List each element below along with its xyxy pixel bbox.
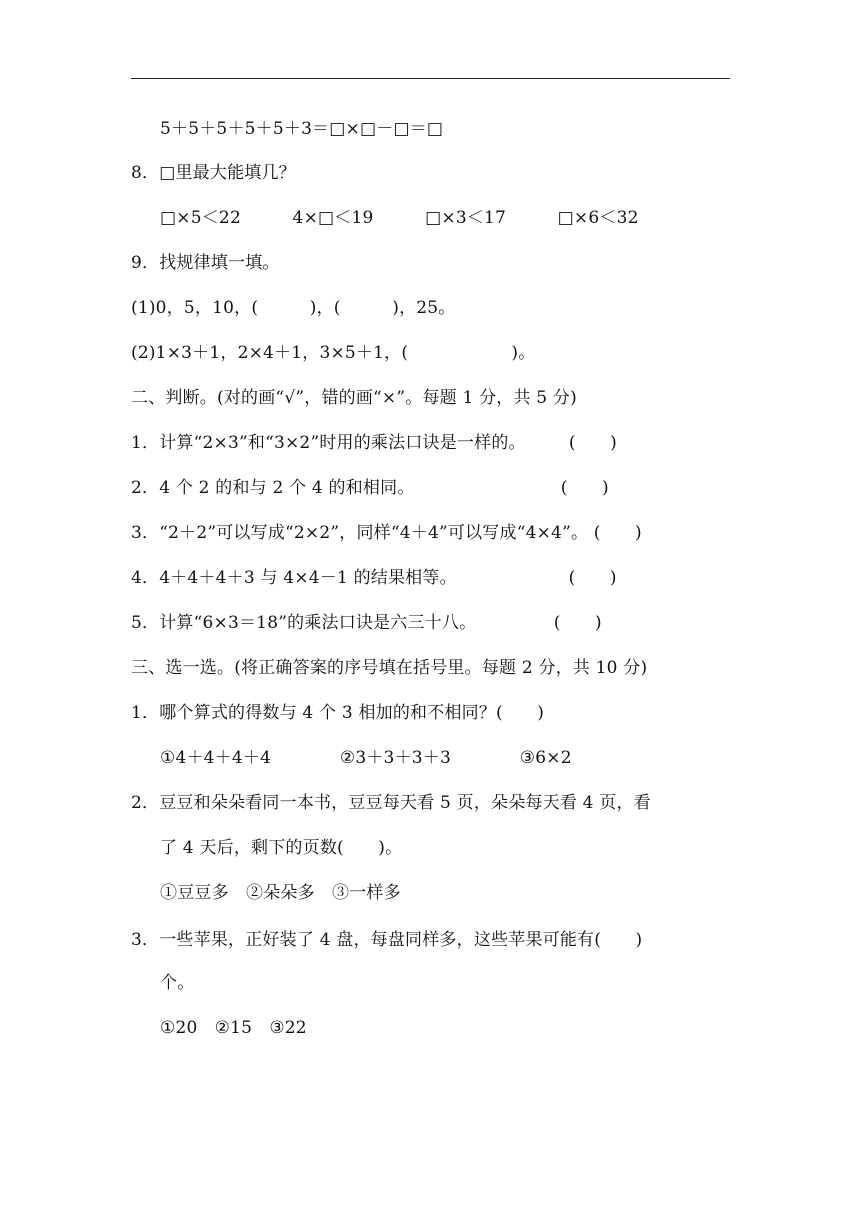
choice-question-3: 3．一些苹果，正好装了 4 盘，每盘同样多，这些苹果可能有( ) [131,930,643,950]
choice-question-1-options: ①4＋4＋4＋4 ②3＋3＋3＋3 ③6×2 [160,748,572,768]
choice-question-1: 1．哪个算式的得数与 4 个 3 相加的和不相同？( ) [131,703,545,723]
judge-item-5: 5．计算“6×3＝18”的乘法口诀是六三十八。 ( ) [131,613,602,633]
question-9-part-2: (2)1×3＋1，2×4＋1，3×5＋1，( )。 [131,343,536,363]
choice-question-3-continued: 个。 [160,973,195,993]
section-2-heading: 二、判断。(对的画“√”，错的画“×”。每题 1 分，共 5 分) [131,388,577,408]
judge-item-3: 3．“2＋2”可以写成“2×2”，同样“4＋4”可以写成“4×4”。 ( ) [131,523,642,543]
judge-item-2: 2．4 个 2 的和与 2 个 4 的和相同。 ( ) [131,478,609,498]
choice-question-2: 2．豆豆和朵朵看同一本书，豆豆每天看 5 页，朵朵每天看 4 页，看 [131,793,651,813]
choice-question-2-continued: 了 4 天后，剩下的页数( )。 [160,838,403,858]
choice-question-3-options: ①20 ②15 ③22 [160,1018,307,1038]
choice-question-2-options: ①豆豆多 ②朵朵多 ③一样多 [160,883,401,903]
question-9-title: 9．找规律填一填。 [131,253,280,273]
section-3-heading: 三、选一选。(将正确答案的序号填在括号里。每题 2 分，共 10 分) [131,658,648,678]
question-9-part-1: (1)0，5，10，( )，( )，25。 [131,298,456,318]
judge-item-1: 1．计算“2×3”和“3×2”时用的乘法口诀是一样的。 ( ) [131,433,617,453]
header-rule [131,78,730,79]
equation-line: 5＋5＋5＋5＋5＋3＝□×□－□＝□ [160,119,444,139]
judge-item-4: 4．4＋4＋4＋3 与 4×4－1 的结果相等。 ( ) [131,568,617,588]
question-8-items: □×5＜22 4×□＜19 □×3＜17 □×6＜32 [160,208,639,228]
question-8-title: 8．□里最大能填几？ [131,163,296,183]
